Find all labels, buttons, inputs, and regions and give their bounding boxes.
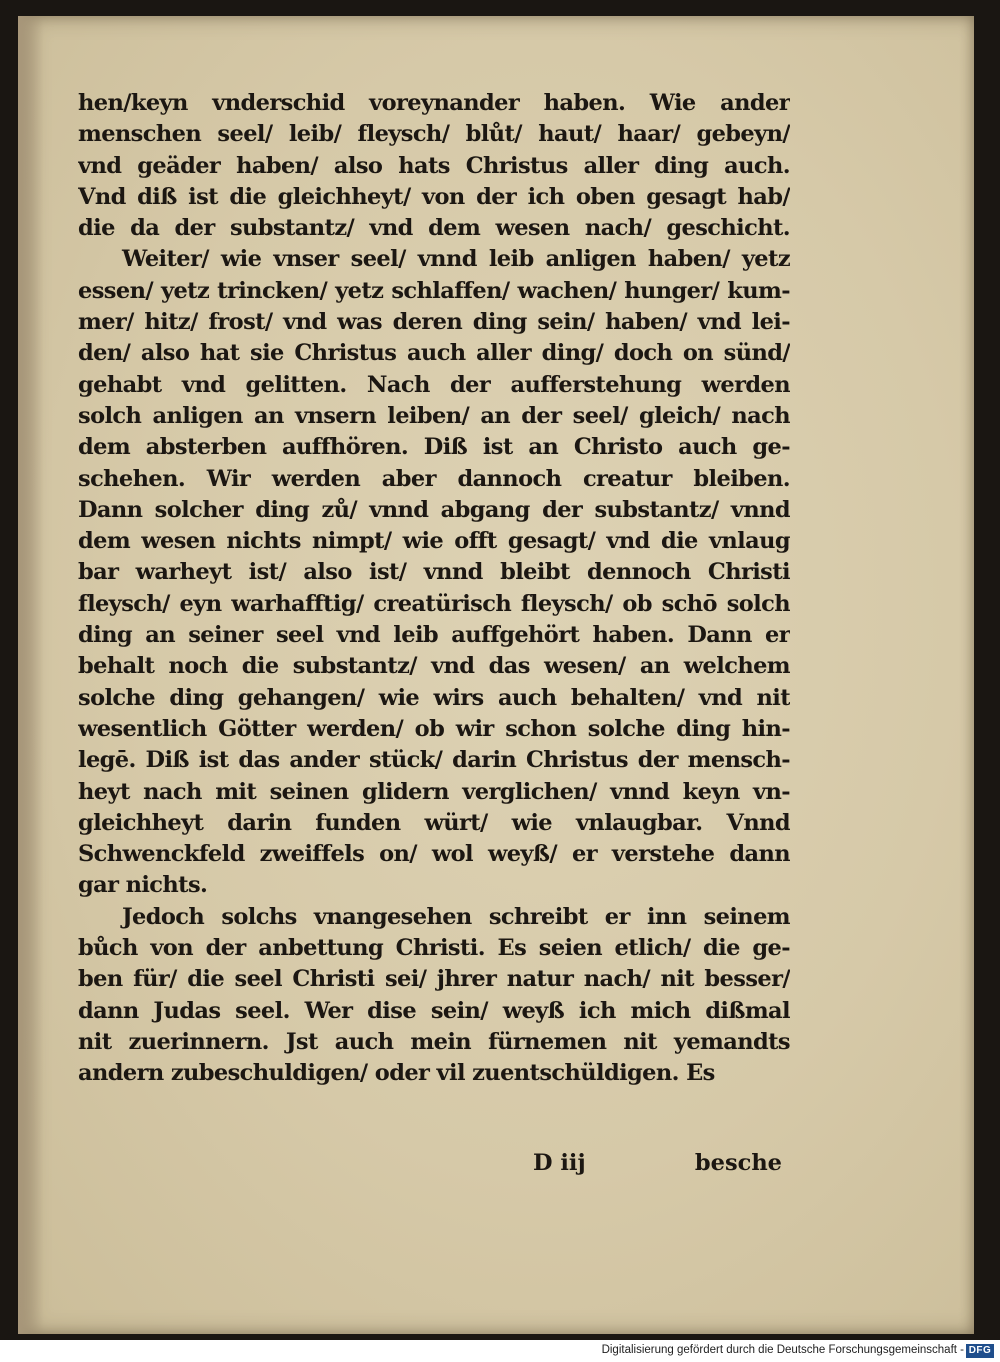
text-line: Dann solcher ding zů/ vnnd abgang der substantz/ vnnd (78, 496, 790, 523)
text-line: schehen. Wir werden aber dannoch creatur bleiben. (78, 465, 790, 492)
text-line: andern zubeschuldigen/ oder vil zuentschüldigen. Es (78, 1060, 715, 1087)
text-line: die da der substantz/ vnd dem wesen nach/ geschicht. (78, 215, 790, 242)
signature-mark: D iij (533, 1150, 586, 1176)
text-line: vnd geäder haben/ also hats Christus aller ding auch. (78, 152, 790, 179)
page-gutter-shadow (18, 16, 44, 1334)
text-line: hen/keyn vnderschid voreynander haben. Wie ander (78, 90, 790, 116)
text-line: Jedoch solchs vnangesehen schreibt er inn seinem (122, 903, 790, 930)
text-line: dem wesen nichts nimpt/ wie offt gesagt/ vnd die vnlaug (78, 528, 790, 555)
text-line: Weiter/ wie vnser seel/ vnnd leib anligen haben/ yetz (122, 246, 790, 273)
text-block (78, 88, 790, 1090)
text-line: gehabt vnd gelitten. Nach der aufferstehung werden (78, 371, 790, 398)
text-line: fleysch/ eyn warhafftig/ creatürisch fleysch/ ob schō solch (78, 590, 790, 617)
text-line: nit zuerinnern. Jst auch mein fürnemen nit yemandts (78, 1028, 790, 1055)
text-line: mer/ hitz/ frost/ vnd was deren ding sein/ haben/ vnd lei- (78, 309, 790, 336)
text-line: den/ also hat sie Christus auch aller ding/ doch on sünd/ (78, 340, 790, 367)
text-line: gar nichts. (78, 872, 208, 899)
text-line: essen/ yetz trincken/ yetz schlaffen/ wachen/ hunger/ kum- (78, 277, 790, 304)
dfg-logo: DFG (966, 1344, 994, 1358)
text-line: behalt noch die substantz/ vnd das wesen/ an welchem (78, 653, 790, 680)
text-line: gleichheyt darin funden würt/ wie vnlaugbar. Vnnd (78, 809, 790, 836)
page-foot (78, 1150, 782, 1184)
text-line: bar warheyt ist/ also ist/ vnnd bleibt dennoch Christi (78, 559, 790, 586)
footer-credit: Digitalisierung gefördert durch die Deutsche Forschungsgemeinschaft - (601, 1344, 964, 1356)
text-line: Schwenckfeld zweiffels on/ wol weyß/ er verstehe dann (78, 841, 790, 868)
text-line: menschen seel/ leib/ fleysch/ blůt/ haut/ haar/ gebeyn/ (78, 121, 790, 148)
text-line: ben für/ die seel Christi sei/ jhrer natur nach/ nit besser/ (78, 966, 790, 993)
text-line: ding an seiner seel vnd leib auffgehört haben. Dann er (78, 622, 790, 649)
text-line: dem absterben auffhören. Diß ist an Christo auch ge- (78, 434, 790, 461)
text-line: bůch von der anbettung Christi. Es seien etlich/ die ge- (78, 935, 790, 962)
text-line: legē. Diß ist das ander stück/ darin Christus der mensch- (78, 747, 790, 774)
text-line: Vnd diß ist die gleichheyt/ von der ich oben gesagt hab/ (78, 183, 790, 210)
text-line: solch anligen an vnsern leiben/ an der seel/ gleich/ nach (78, 402, 790, 429)
text-line: solche ding gehangen/ wie wirs auch behalten/ vnd nit (78, 684, 790, 711)
text-line: dann Judas seel. Wer dise sein/ weyß ich mich dißmal (78, 997, 790, 1024)
text-line: wesentlich Götter werden/ ob wir schon solche ding hin- (78, 715, 790, 742)
footer-bar (0, 1340, 1000, 1362)
catchword: besche (694, 1150, 782, 1176)
text-line: heyt nach mit seinen glidern verglichen/ vnnd keyn vn- (78, 778, 790, 805)
